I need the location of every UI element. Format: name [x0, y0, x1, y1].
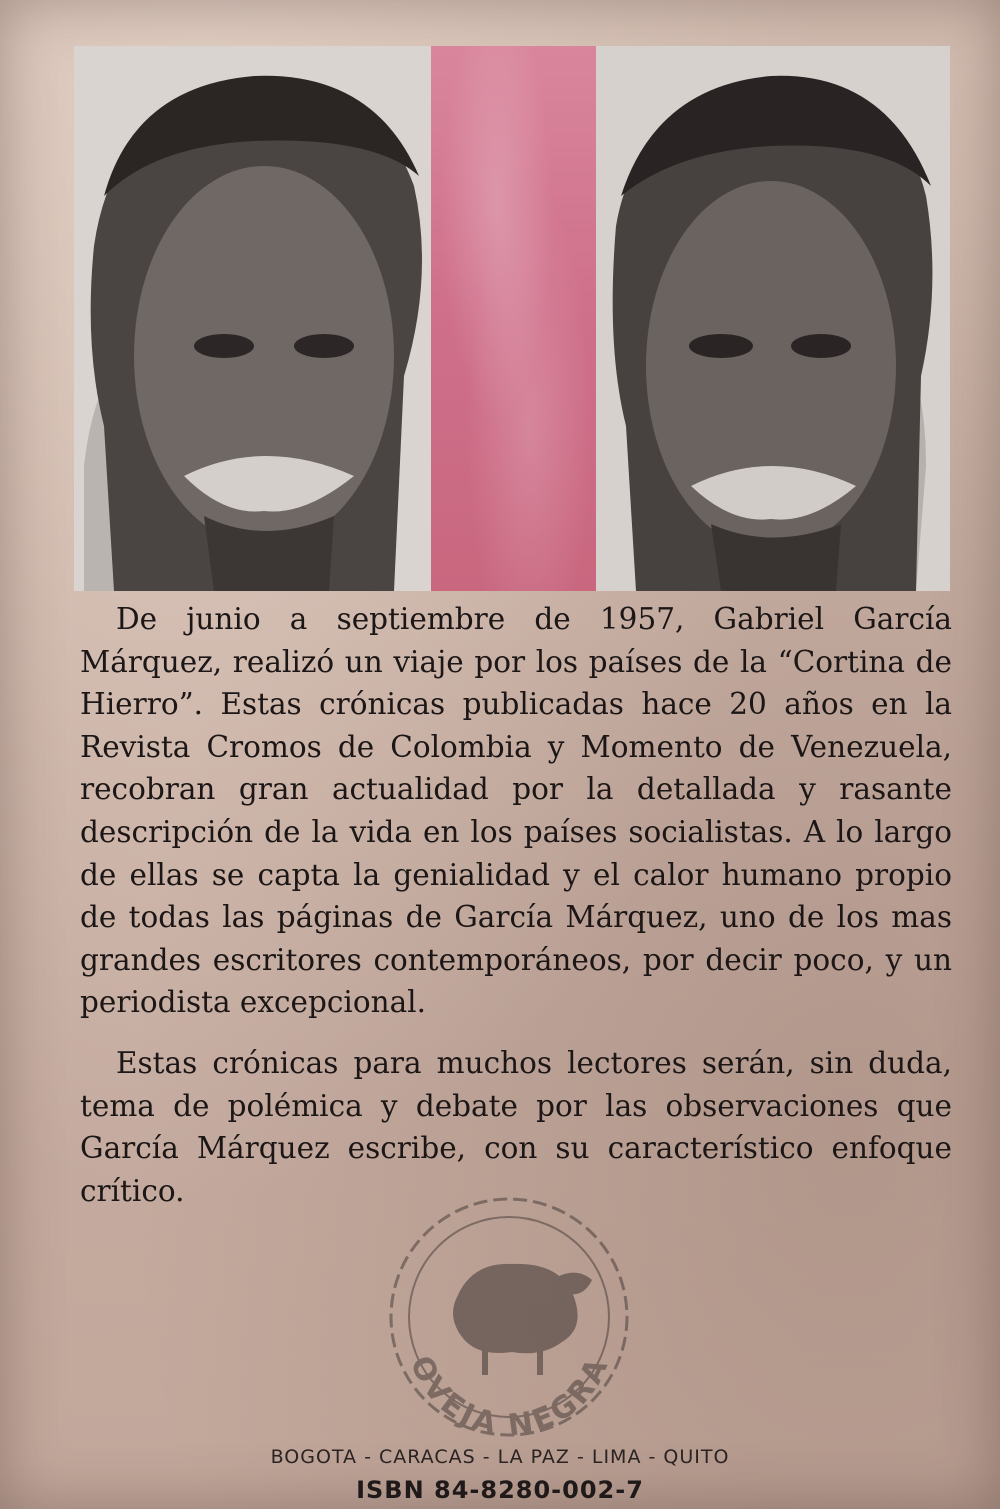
oveja-negra-stamp	[372, 1192, 647, 1442]
author-photo-band	[74, 46, 950, 591]
stamp-label: OVEJA NEGRA	[402, 1350, 617, 1442]
publisher-cities: BOGOTA - CARACAS - LA PAZ - LIMA - QUITO	[270, 1446, 730, 1468]
pink-stripe	[431, 46, 596, 591]
black-sheep-icon	[372, 1192, 647, 1442]
book-description	[80, 598, 952, 1212]
author-portrait-right	[596, 46, 950, 591]
description-paragraph-1: De junio a septiembre de 1957, Gabriel García Márquez, realizó un viaje por los países de la “Cortina de Hierro”. Estas crónicas publicadas hace 20 años en la Revista Cromos de Colombia y Momento de Venezuela, recobran gran actualidad por la detallada y rasante descripción de la vida en los países socialistas. A lo largo de ellas se capta la genialidad y el calor humano propio de todas las páginas de García Márquez, uno de los mas grandes escritores contemporáneos, por decir poco, y un periodista excepcional.	[80, 602, 952, 1020]
description-paragraph-2: Estas crónicas para muchos lectores serán, sin duda, tema de polémica y debate por las observaciones que García Márquez escribe, con su característico enfoque crítico.	[80, 1045, 952, 1208]
portrait-left-drawing	[74, 46, 431, 591]
svg-text:OVEJA NEGRA	[403, 1351, 616, 1442]
author-portrait-left	[74, 46, 431, 591]
isbn-number: ISBN 84-8280-002-7	[356, 1476, 644, 1504]
portrait-right-drawing	[596, 46, 950, 591]
